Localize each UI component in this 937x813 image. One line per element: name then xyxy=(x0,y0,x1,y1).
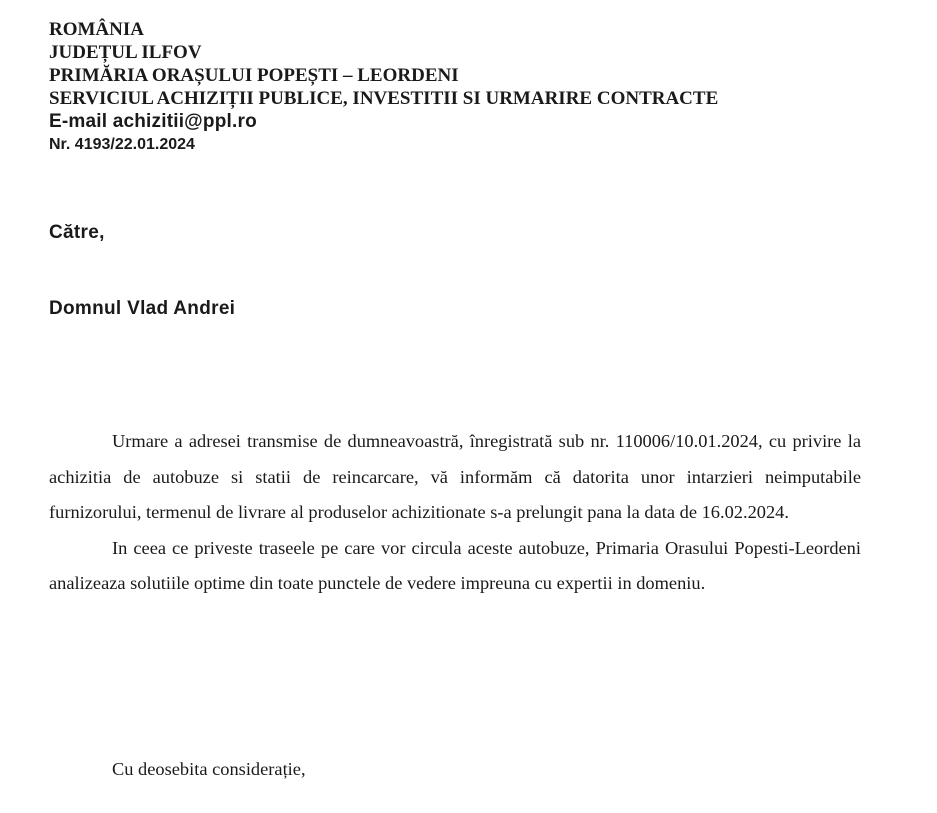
header-email: E-mail achizitii@ppl.ro xyxy=(49,111,257,132)
body-paragraph-2: In ceea ce priveste traseele pe care vor circula aceste autobuze, Primaria Orasului Popesti-Leordeni analizeaza solutiile optime din toate punctele de vedere impreuna cu expertii in domeniu. xyxy=(49,537,861,593)
letterhead xyxy=(49,18,909,156)
body-paragraph-1: Urmare a adresei transmise de dumneavoastră, înregistrată sub nr. 110006/10.01.2024, cu privire la achizitia de autobuze si statii de reincarcare, vă informăm că datorita unor intarzieri neimputabile furnizorului, termenul de livrare al produselor achizitionate s-a prelungit pana la data de 16.02.2024. xyxy=(49,431,861,522)
recipient-name: Domnul Vlad Andrei xyxy=(49,298,236,319)
salutation-to: Către, xyxy=(49,222,105,243)
header-county: JUDEȚUL ILFOV xyxy=(49,42,202,63)
document-number: Nr. 4193/22.01.2024 xyxy=(49,136,195,153)
header-country: ROMÂNIA xyxy=(49,19,144,40)
header-city-hall: PRIMĂRIA ORAȘULUI POPEȘTI – LEORDENI xyxy=(49,65,459,86)
header-department: SERVICIUL ACHIZIȚII PUBLICE, INVESTITII SI URMARIRE CONTRACTE xyxy=(49,88,719,109)
letter-body xyxy=(49,424,861,602)
closing-formula: Cu deosebita considerație, xyxy=(112,759,306,779)
